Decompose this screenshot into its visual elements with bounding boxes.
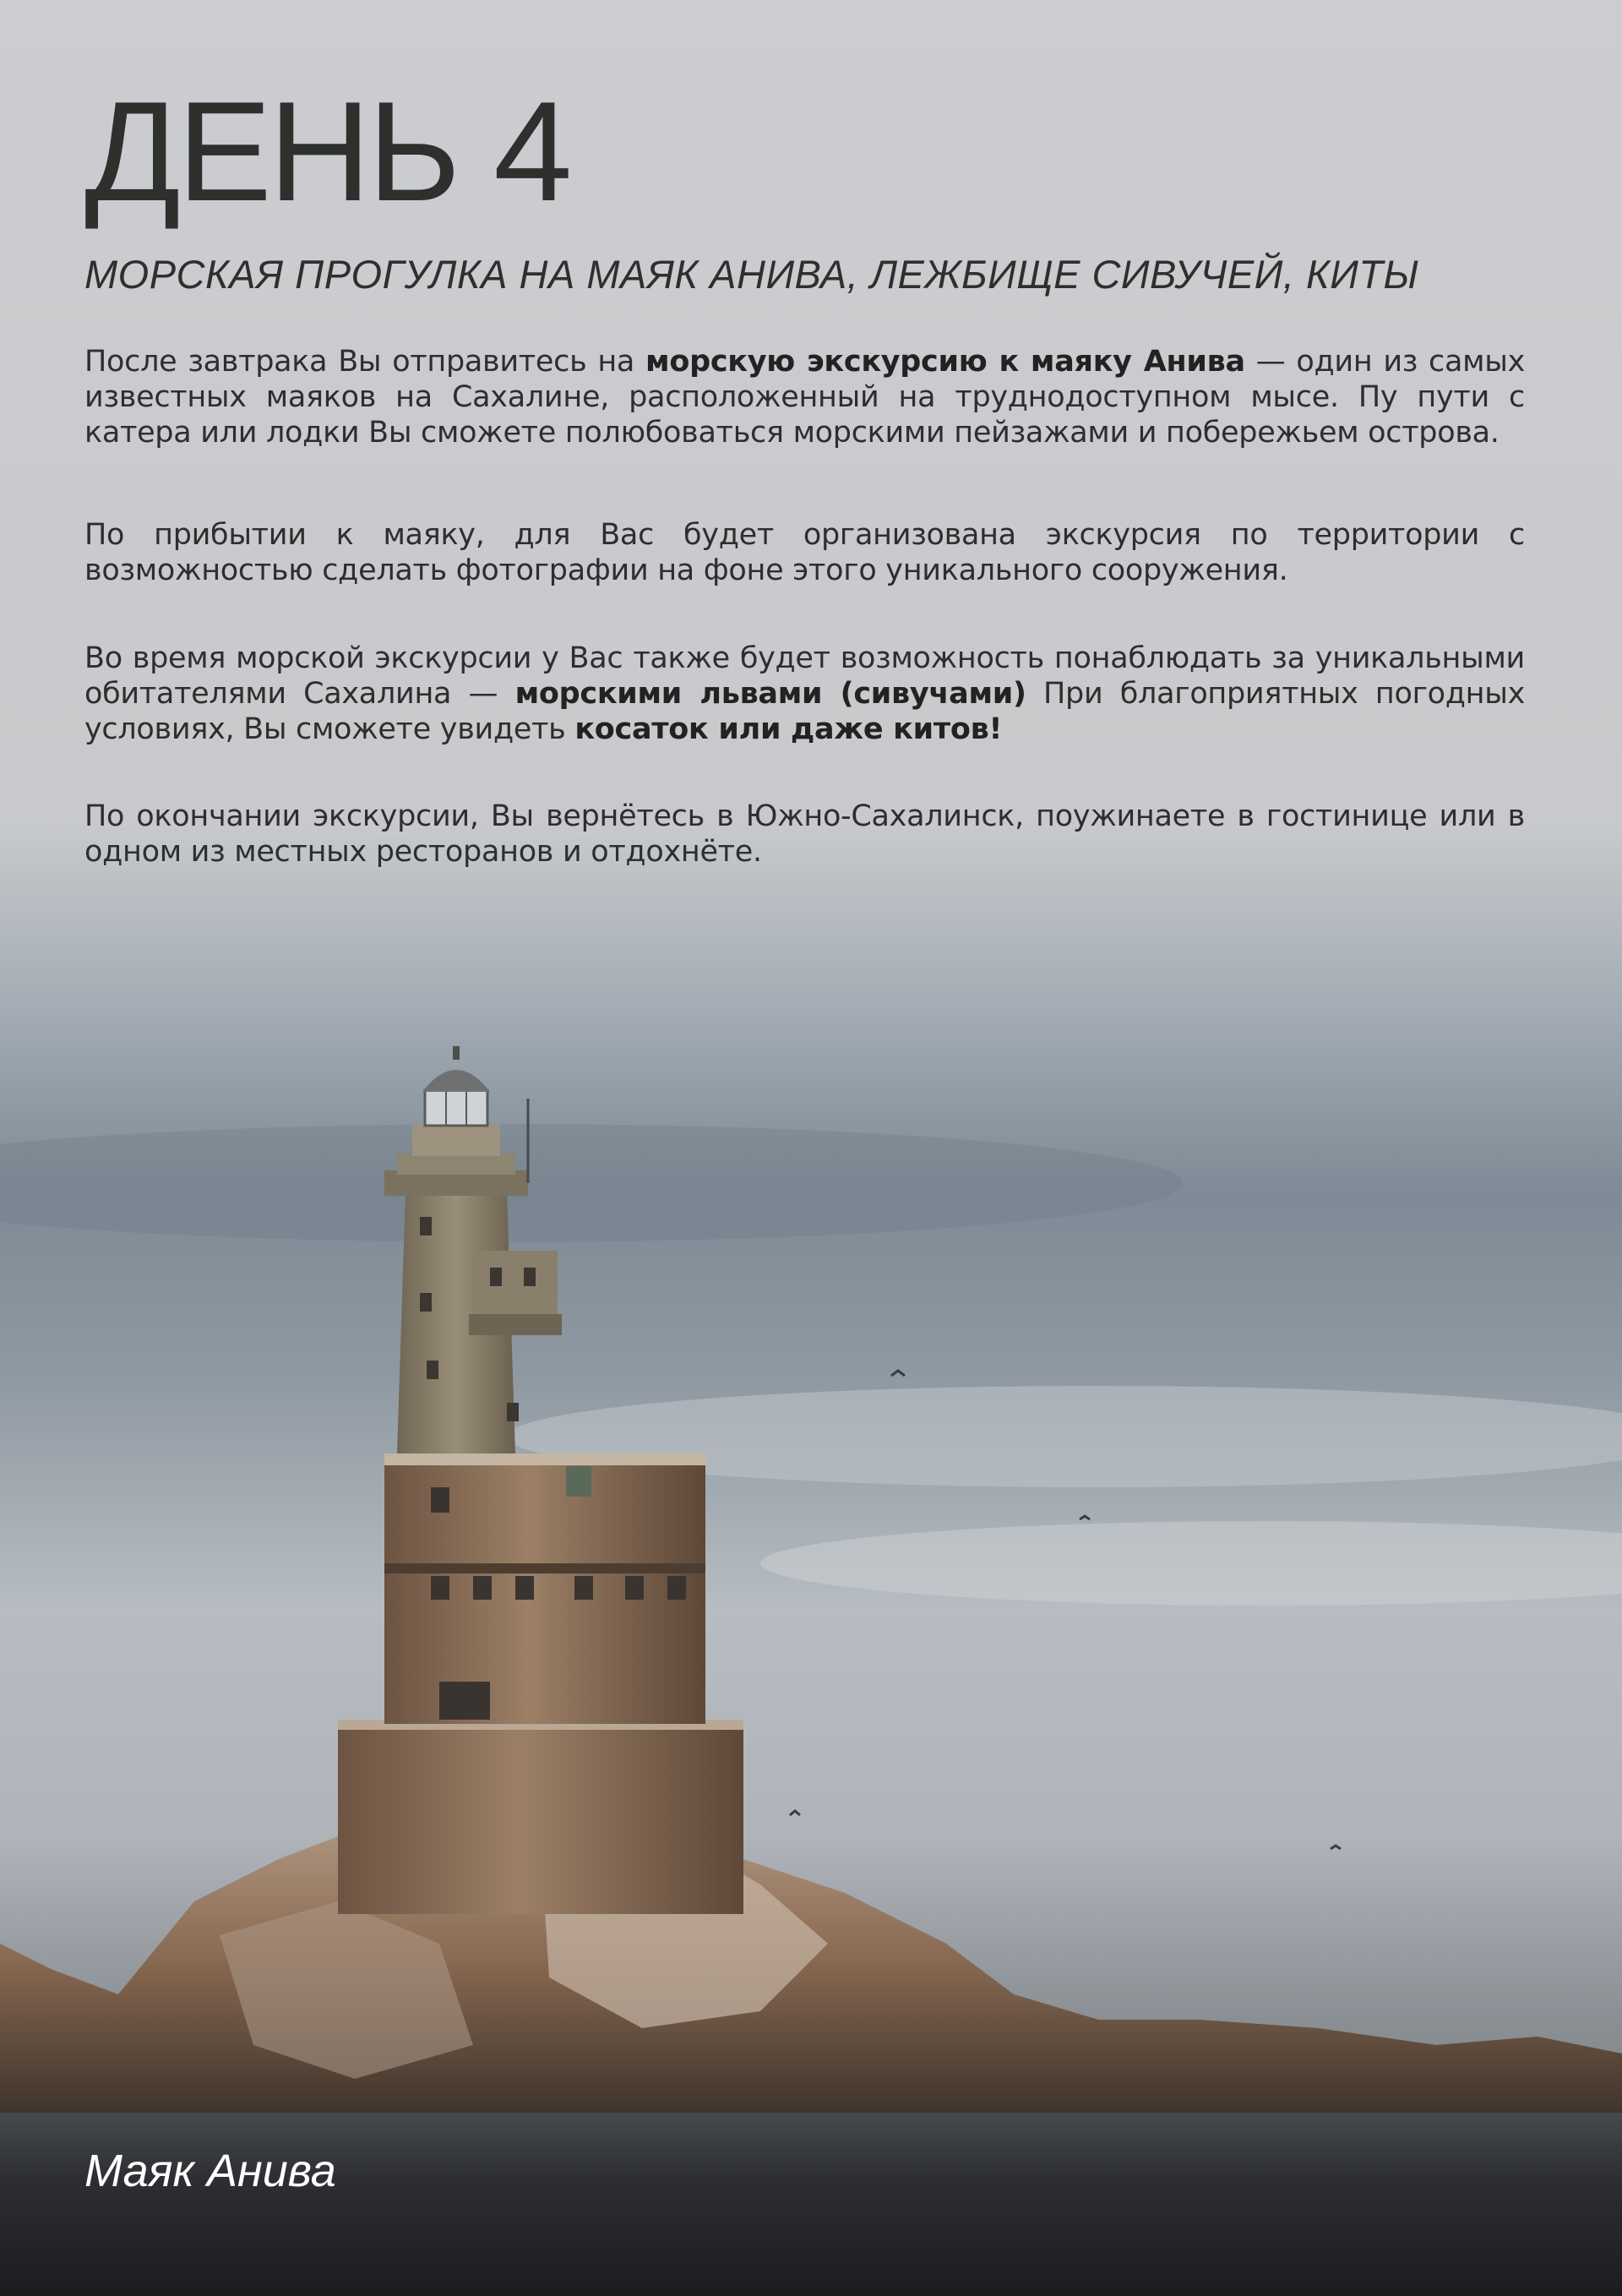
day-subtitle: МОРСКАЯ ПРОГУЛКА НА МАЯК АНИВА, ЛЕЖБИЩЕ СИВУЧЕЙ, КИТЫ: [84, 252, 1419, 297]
photo-caption: Маяк Анива: [84, 2146, 336, 2196]
paragraph-breakfast-excursion: После завтрака Вы отправитесь на морскую экскурсию к маяку Анива — один из самых известных маяков на Сахалине, расположенный на труднодоступном мысе. Пу пути с катера или лодки Вы сможете полюбоваться морскими пейзажами и побережьем острова.: [84, 345, 1525, 450]
paragraph-wildlife: Во время морской экскурсии у Вас также будет возможность понаблюдать за уникальными обитателями Сахалина — морскими львами (сивучами) При благоприятных погодных условиях, Вы сможете увидеть косаток или даже китов!: [84, 641, 1526, 746]
page-title: ДЕНЬ 4: [84, 72, 569, 231]
paragraph-return: По окончании экскурсии, Вы вернётесь в Южно-Сахалинск, поужинаете в гостинице или в одном из местных ресторанов и отдохнёте.: [84, 799, 1525, 869]
paragraph-arrival-tour: По прибытии к маяку, для Вас будет организована экскурсия по территории с возможностью сделать фотографии на фоне этого уникального сооружения.: [84, 518, 1525, 587]
